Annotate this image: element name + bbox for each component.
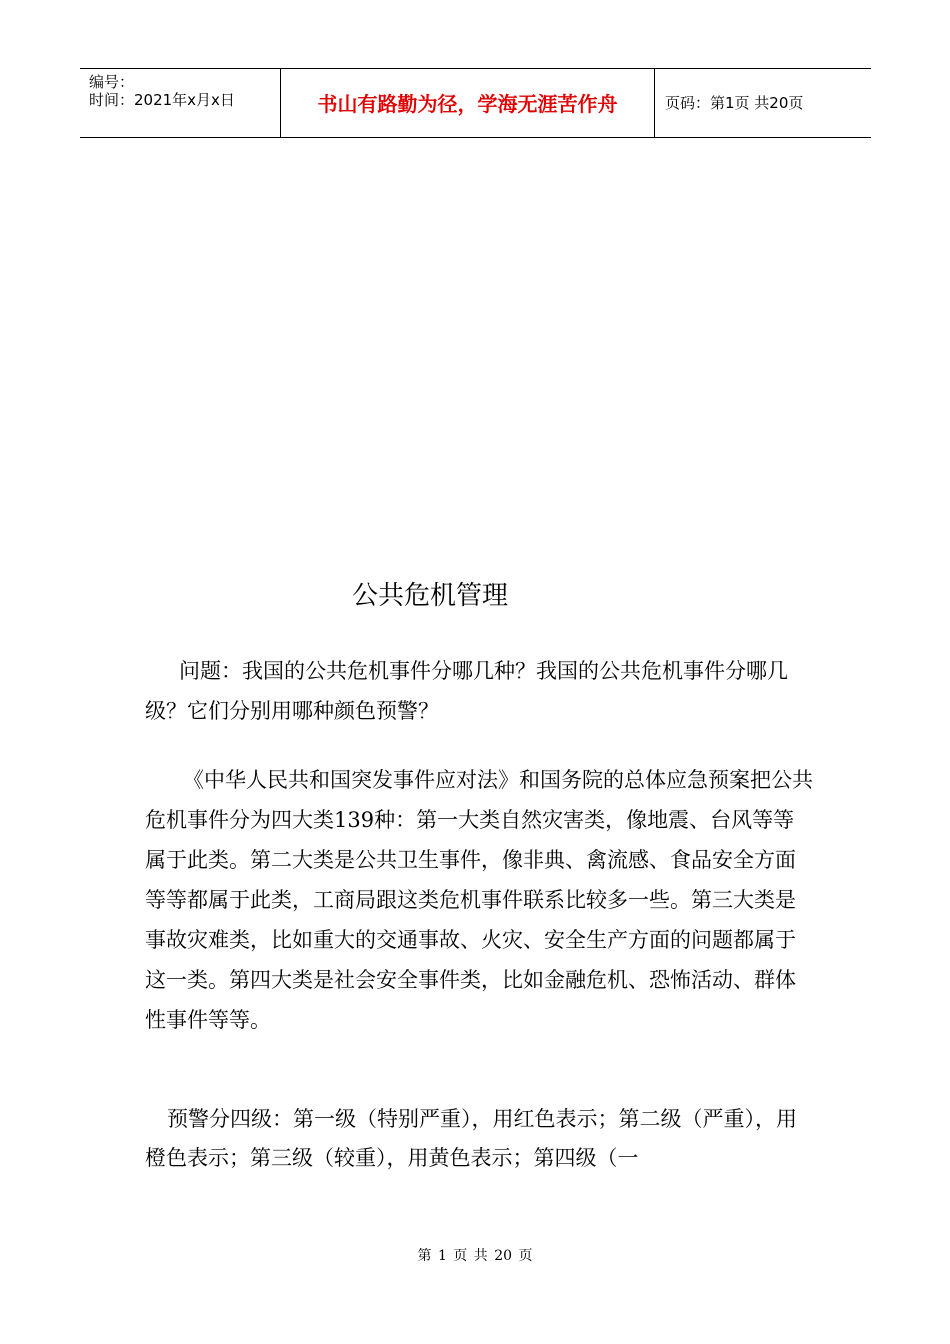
document-time-label: 时间：2021年x月x日	[89, 91, 235, 109]
header-page-cell	[654, 69, 871, 137]
paragraph-warning-levels: 预警分四级：第一级（特别严重），用红色表示；第二级（严重），用橙色表示；第三级（较重），用黄色表示；第四级（一	[145, 1107, 797, 1170]
header-page-info: 页码：第1页 共20页	[665, 94, 804, 112]
document-title: 公共危机管理	[351, 581, 508, 611]
paragraph-question: 问题：我国的公共危机事件分哪几种？我国的公共危机事件分哪几级？它们分别用哪种颜色预警？	[145, 659, 788, 723]
page-footer: 第 1 页 共 20 页	[417, 1248, 533, 1264]
header-motto-cell	[280, 69, 655, 137]
page-header-table	[80, 68, 871, 138]
header-meta-cell	[80, 69, 280, 137]
document-number-label: 编号：	[89, 73, 135, 91]
header-motto: 书山有路勤为径，学海无涯苦作舟	[317, 92, 618, 116]
paragraph-categories: 《中华人民共和国突发事件应对法》和国务院的总体应急预案把公共危机事件分为四大类139种：第一大类自然灾害类，像地震、台风等等属于此类。第二大类是公共卫生事件，像非典、禽流感、食品安全方面等等都属于此类，工商局跟这类危机事件联系比较多一些。第三大类是事故灾难类，比如重大的交通事故、火灾、安全生产方面的问题都属于这一类。第四大类是社会安全事件类，比如金融危机、恐怖活动、群体性事件等等。	[145, 768, 813, 1032]
